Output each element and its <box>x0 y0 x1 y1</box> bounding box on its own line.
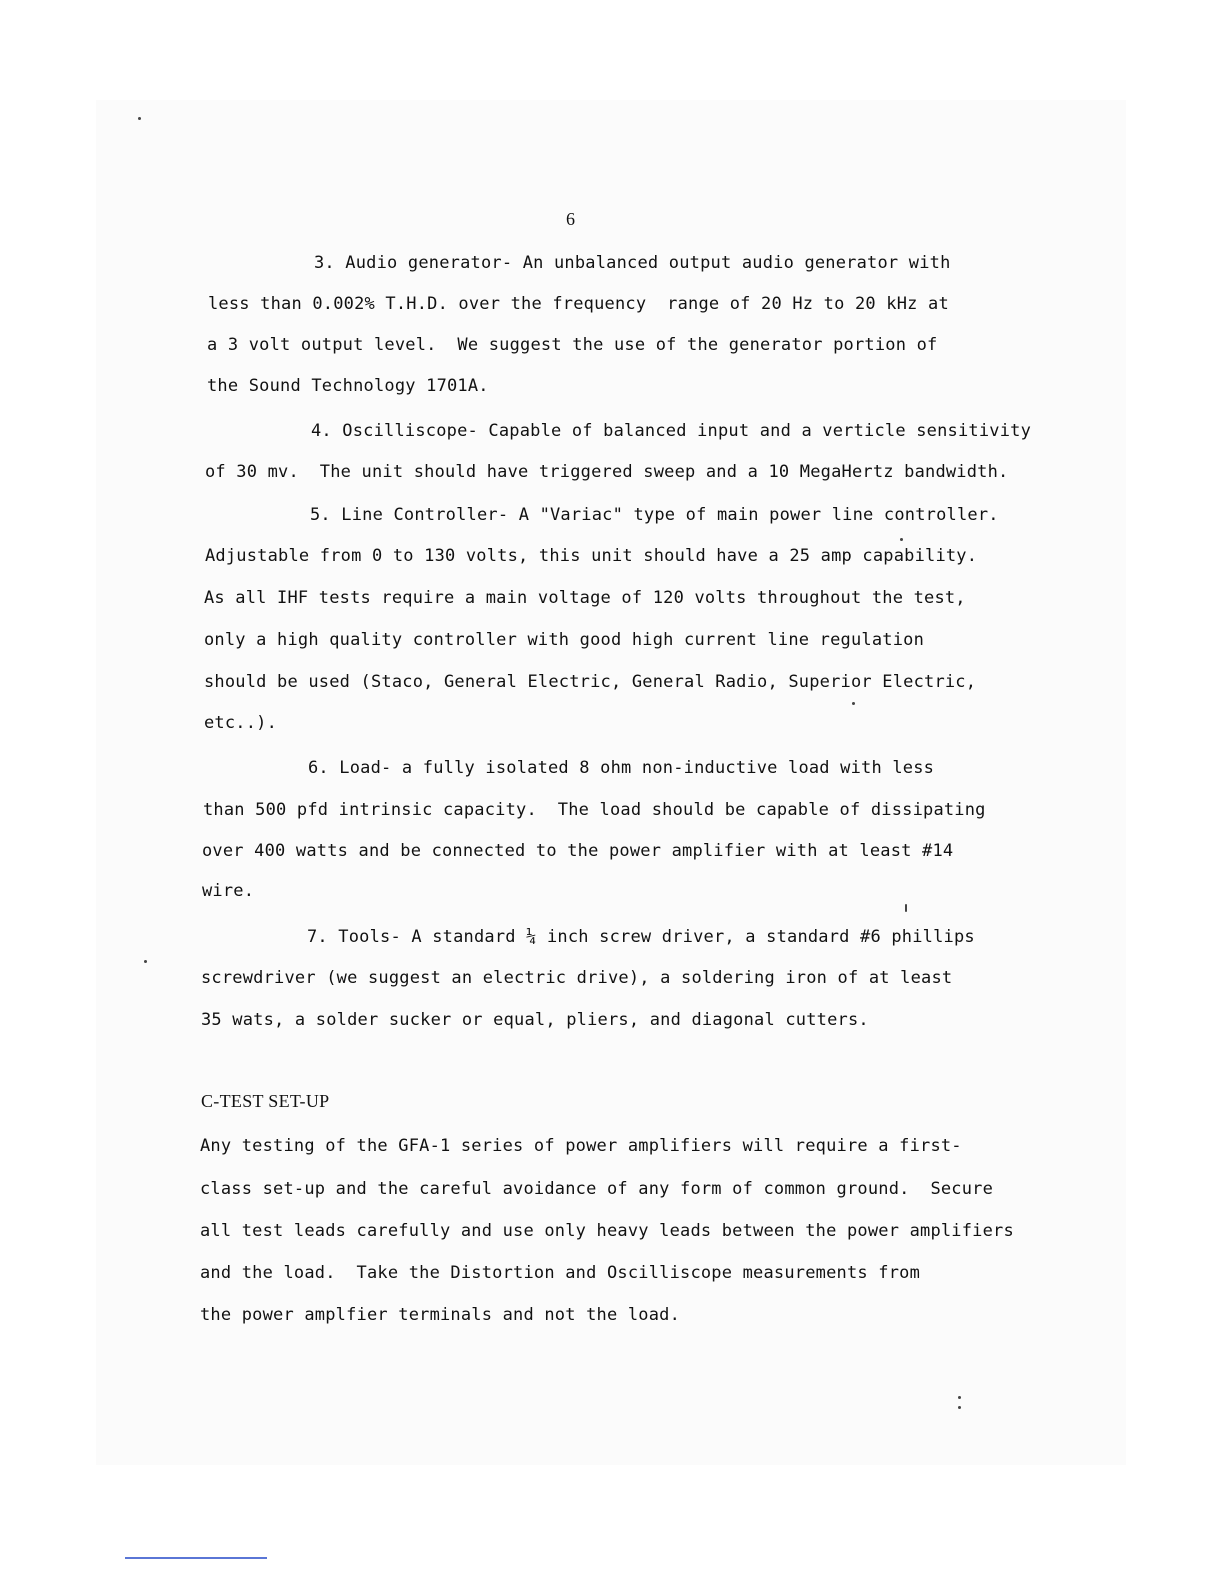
scan-speck <box>958 1396 961 1399</box>
paragraph-line: As all IHF tests require a main voltage of 120 volts throughout the test, <box>204 588 966 608</box>
bottom-rule <box>125 1557 267 1559</box>
scan-speck <box>138 117 141 120</box>
paragraph-line: a 3 volt output level. We suggest the use of the generator portion of <box>207 335 938 355</box>
paragraph-line: less than 0.002% T.H.D. over the frequency range of 20 Hz to 20 kHz at <box>208 294 949 314</box>
page-number: 6 <box>566 209 575 229</box>
paragraph-line: screwdriver (we suggest an electric drive), a soldering iron of at least <box>201 968 953 988</box>
paragraph-line: and the load. Take the Distortion and Oscilliscope measurements from <box>200 1263 921 1283</box>
paragraph-line: 5. Line Controller- A "Variac" type of main power line controller. <box>310 505 999 525</box>
paragraph-line: only a high quality controller with good high current line regulation <box>204 630 925 650</box>
paragraph-line: class set-up and the careful avoidance of any form of common ground. Secure <box>200 1179 994 1199</box>
paragraph-line: the Sound Technology 1701A. <box>207 376 489 396</box>
paragraph-line: 4. Oscilliscope- Capable of balanced input and a verticle sensitivity <box>311 421 1032 441</box>
paragraph-line: all test leads carefully and use only heavy leads between the power amplifiers <box>200 1221 1014 1241</box>
scan-speck <box>905 904 907 912</box>
paragraph-line: the power amplfier terminals and not the load. <box>200 1305 681 1325</box>
scan-speck <box>900 538 903 541</box>
paragraph-line: etc..). <box>204 713 278 733</box>
paragraph-line: 35 wats, a solder sucker or equal, pliers, and diagonal cutters. <box>201 1010 869 1030</box>
paragraph-line: Adjustable from 0 to 130 volts, this unit should have a 25 amp capability. <box>205 546 978 566</box>
paragraph-line: 7. Tools- A standard ¼ inch screw driver, a standard #6 phillips <box>307 927 975 947</box>
paragraph-line: 6. Load- a fully isolated 8 ohm non-inductive load with less <box>308 758 935 778</box>
scan-speck <box>958 1406 961 1409</box>
section-heading: C-TEST SET-UP <box>201 1091 330 1111</box>
paragraph-line: Any testing of the GFA-1 series of power amplifiers will require a first- <box>200 1136 962 1156</box>
paragraph-line: wire. <box>202 881 255 901</box>
paragraph-line: of 30 mv. The unit should have triggered sweep and a 10 MegaHertz bandwidth. <box>205 462 1009 482</box>
paragraph-line: over 400 watts and be connected to the power amplifier with at least #14 <box>202 841 954 861</box>
scan-speck <box>144 960 147 963</box>
paragraph-line: than 500 pfd intrinsic capacity. The load should be capable of dissipating <box>203 800 986 820</box>
paragraph-line: should be used (Staco, General Electric, General Radio, Superior Electric, <box>204 672 977 692</box>
scan-speck <box>852 702 855 705</box>
paragraph-line: 3. Audio generator- An unbalanced output audio generator with <box>314 253 951 273</box>
